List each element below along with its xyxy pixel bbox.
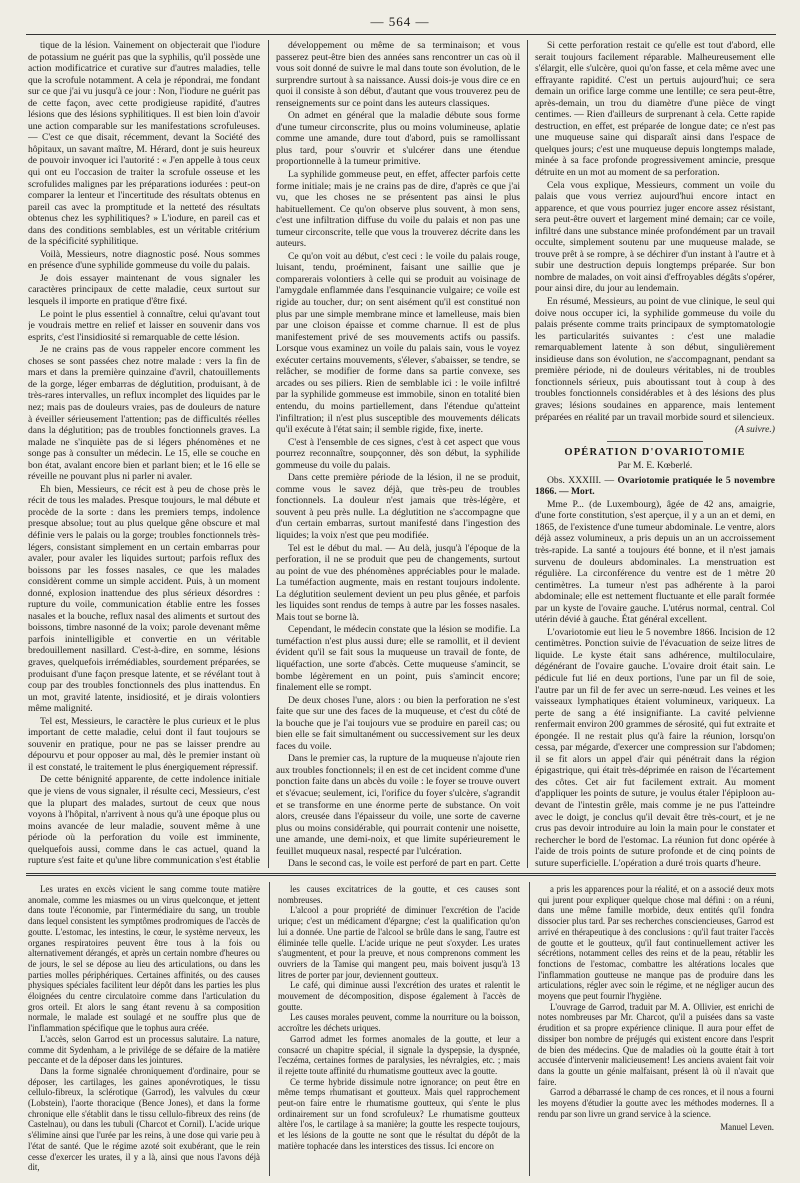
paragraph: L'ovariotomie eut lieu le 5 novembre 1866. Incision de 12 centimètres. Ponction suivie de l'évacuation de seize litres de liquide. Le kyste était sans adhérence, multiloculaire, dégénérant de l'ovaire gauche. L'ovaire droit était sain. Le pédicule fut lié en deux portions, l'une par un fil de soie, l'autre par un fil de fer avec un serre-nœud. Les veines et les vaisseaux lymphatiques étaient volumineux, variqueux. La perte de sang a été insignifiante. La cavité pelvienne renfermait environ 200 grammes de sérosité, qui fut extraite et épongée. Il ne restait plus qu'à faire la réunion, lorsqu'on cessa, par mégarde, d'exercer une compression sur l'abdomen; il se fit alors un appel d'air qui pénétrait dans la région épigastrique, qui était très-déprimée en raison de l'écartement des côtes. Cet air fut facilement extrait. Au moment d'appliquer les points de suture, je voulus étaler l'épiploon au-devant de l'intestin grêle, mais comme je ne pus l'atteindre avec le doigt, je conclus qu'il devait être très-court, et je ne crus pas devoir introduire au loin la main pour le constater et rechercher le bord de l'estomac. La réunion fut donc opérée à l'aide de trois points de suture profonde et de cinq points de suture superficielle. L'opération a duré trois quarts d'heure. bbox=[535, 626, 775, 868]
paragraph: Voilà, Messieurs, notre diagnostic posé. Nous sommes en présence d'une syphilide gommeuse du voile du palais. bbox=[28, 248, 260, 272]
column-right bbox=[535, 40, 775, 868]
feuilleton-column-middle bbox=[278, 884, 520, 1176]
paragraph: Le point le plus essentiel à connaître, celui qu'avant tout je voudrais mettre en relief et laisser en souvenir dans vos esprits, c'est l'insidiosité si remarquable de cette lésion. bbox=[28, 308, 260, 343]
paragraph: Mme P... (de Luxembourg), âgée de 42 ans, amaigrie, d'une forte constitution, s'est aperçue, il y a un an et demi, en 1865, de l'existence d'une tumeur abdominale. Le ventre, alors déjà assez volumineux, a pris depuis un an un accroissement très-rapide. La santé a toujours été bonne, et il n'est jamais survenu de douleurs abdominales. La menstruation est régulière. La circonférence du ventre est de 1 mètre 20 centimètres. La tumeur n'est pas adhérente à la paroi abdominale; elle est nettement fluctuante et elle paraît formée par un kyste de l'ovaire gauche. L'utérus normal, central. Col utérin dévié à gauche. État général excellent. bbox=[535, 498, 775, 626]
paragraph: En résumé, Messieurs, au point de vue clinique, le seul qui doive nous occuper ici, la syphilide gommeuse du voile du palais présente comme traits principaux de symptomatologie les particularités suivantes : c'est une maladie remarquablement latente à son début, singulièrement insidieuse dans son évolution, ne s'accompagnant, pendant sa première période, ni de douleurs véritables, ni de troubles fonctionnels sérieux, puis aboutissant tout à coup à des troubles fonctionnels considérables et à des lésions des plus graves; lésions soudaines en apparence, mais lentement préparées en réalité par un travail morbide sourd et silencieux. bbox=[535, 296, 775, 423]
article-title: OPÉRATION D'OVARIOTOMIE bbox=[564, 446, 746, 458]
case-prefix: Obs. XXXIII. — bbox=[547, 474, 618, 486]
paragraph: L'alcool a pour propriété de diminuer l'excrétion de l'acide urique; c'est un médicament d'épargne; c'est la qualification qu'on lui a donnée. Une partie de l'alcool se brûle dans le sang, l'autre est éliminée telle quelle. L'acide urique ne peut s'oxyder. Les urates s'augmentent, et pour la preuve, et nous comprenons comment les ouvriers de la Tamise qui mangent peu, mais boivent jusqu'à 13 litres de porter par jour, deviennent goutteux. bbox=[278, 905, 520, 980]
column-middle bbox=[276, 40, 520, 868]
paragraph: Dans la forme signalée chroniquement d'ordinaire, pour se déposer, les cartilages, les gaines aponévrotiques, le tissu cellulo-fibreux, la sclérotique (Garrod), les valvules du cœur (Lobstein), l'aorte thoracique (Bence Jones), et dans la forme chronique elle s'établit dans le tissu cellulo-fibreux des reins (de Castelnau), ou dans les tubuli (Charcot et Cornil). L'acide urique s'élimine ainsi que l'urée par les reins, à une dose qui varie peu à l'état de santé. Que le régime azoté soit exubérant, que le rein cesse d'exercer les urates, il y a là, ainsi que nous l'avons déjà dit, bbox=[28, 1065, 260, 1173]
case-heading bbox=[535, 475, 775, 498]
paragraph: Garrod a débarrassé le champ de ces ronces, et il nous a fourni les moyens d'étudier la goutte avec les méthodes modernes. Il a rendu par son livre un grand service à la science. bbox=[538, 1087, 774, 1119]
author-signature: Manuel Leven. bbox=[720, 1122, 774, 1133]
paragraph: Le café, qui diminue aussi l'excrétion des urates et ralentit le mouvement de décomposition, dispose également à l'accès de goutte. bbox=[278, 980, 520, 1012]
paragraph: Tel est, Messieurs, le caractère le plus curieux et le plus important de cette maladie, celui dont il faut toujours se souvenir en pratique, pour ne pas se laisser prendre au dépourvu et pour opposer au mal, dès le premier instant où il est constaté, le traitement le plus énergiquement répressif. bbox=[28, 715, 260, 773]
paragraph: Je ne crains pas de vous rappeler encore comment les choses se sont passées chez notre malade : vers la fin de mars et dans la première quinzaine d'avril, chatouillements de la gorge, léger embarras de déglutition, produisant, à de très-rares intervalles, un reflux incomplet des liquides par le nez; mais pas de douleurs vraies, pas de douleurs de nature à éveiller sérieusement l'attention; pas de difficultés réelles dans la déglutition; pas de troubles fonctionnels graves. La malade ne s'inquiète pas de si légers phénomènes et ne songe pas à consulter un médecin. Le 15, elle se couche en bon état, avalant encore bien et parlant bien; et le 16 elle se réveille ne pouvant plus ni parler ni avaler. bbox=[28, 344, 260, 483]
paragraph: L'ouvrage de Garrod, traduit par M. A. Ollivier, est enrichi de notes nombreuses par Mr. Charcot, qu'il a puisées dans sa vaste érudition et sa propre expérience clinique. Il aura pour effet de dissiper bon nombre de préjugés qui existent encore dans l'esprit de bien des médecins. Que de maladies où la goutte était à tort accusée d'intervenir malicieusement! Les anciens avaient fait voir dans la goutte un génie malfaisant, présent là où il n'avait que faire. bbox=[538, 1001, 774, 1087]
article-separator bbox=[607, 441, 703, 442]
paragraph: Eh bien, Messieurs, ce récit est à peu de chose près le récit de tous les malades. Presque toujours, le mal débute et procède de la sorte : dans les premiers temps, indolence presque absolue; tout au plus quelque gêne obscure et mal définie vers le palais ou la gorge; troubles fonctionnels très-légers, consistant simplement en un certain embarras pour avaler, pour avaler les liquides surtout; parfois reflux des boissons par les fosses nasales, ce que les malades considèrent comme un simple accident. Puis, à un moment donné, explosion inattendue des plus sérieux désordres : rupture du voile, communication établie entre les fosses nasales et la bouche, reflux nasal des aliments et surtout des boissons, timbre nasonné de la voix; parole devenant même parfois inintelligible et convertie en un véritable bredouillement nasillard. C'est-à-dire, en somme, lésions graves, quelquefois irrémédiables, sourdement préparées, se produisant d'une façon presque latente, et se révélant tout à coup par des troubles fonctionnels des plus inattendus. En un mot, gravité latente, insidiosité, et je dirais volontiers même malignité. bbox=[28, 483, 260, 715]
paragraph: Je dois essayer maintenant de vous signaler les caractères principaux de cette maladie, ceux surtout sur lesquels il importe en pratique d'être fixé. bbox=[28, 272, 260, 308]
paragraph: Cependant, le médecin constate que la lésion se modifie. La tuméfaction n'est plus aussi dure; elle se ramollit, et il devient évident qu'il se fait sous la muqueuse un travail de fonte, de liquéfaction, une sorte d'abcès. Cette muqueuse s'amincit, se bombe légèrement en un point, puis s'amincit encore; finalement elle se rompt. bbox=[276, 624, 520, 694]
paragraph: Ce qu'on voit au début, c'est ceci : le voile du palais rouge, luisant, tendu, proéminent, faisant une saillie que je comparerais volontiers à celle qui se produit au voisinage de l'amygdale enflammée dans l'esquinancie vulgaire; ce voile est rigide au toucher, dur; on sent aisément qu'il est constitué non plus par une simple membrane mince et lamelleuse, mais bien par une cloison épaisse et comme charnue. Il est de plus manifestement privé de ses mouvements actifs ou passifs. Lorsque vous examinez un voile du palais sain, vous le voyez exécuter certains mouvements, s'élever, s'abaisser, se tendre, se relâcher, se modifier de forme dans sa partie convexe, ses arcades ou ses piliers. Rien de semblable ici : le voile infiltré par la syphilide gommeuse est immobile, sinon en totalité bien entendu, du moins partiellement, dans l'étendue qu'atteint l'infiltration; il n'est plus susceptible des mouvements délicats qu'il exécute à l'état sain; il semble rigide, fixe, inerte. bbox=[276, 250, 520, 436]
paragraph: Dans le second cas, le voile est perforé de part en part. Cette bbox=[288, 858, 520, 868]
case-title: Ovariotomie pratiquée le 5 novembre 1866. — Mort. bbox=[535, 474, 775, 498]
column-divider bbox=[529, 882, 530, 1176]
paragraph: La syphilide gommeuse peut, en effet, affecter parfois cette forme initiale; mais je ne crains pas de dire, d'après ce que j'ai vu, que les choses ne se présentent pas ainsi le plus habituellement. Ce qu'on observe plus souvent, à mon sens, c'est une infiltration diffuse du voile du palais et non pas une tumeur circonscrite, telle que vous la trouverez décrite dans les auteurs. bbox=[276, 169, 520, 250]
paragraph: tique de la lésion. Vainement on objecterait que l'iodure de potassium ne guérit pas que la syphilis, qu'il possède une action modificatrice et curative sur d'autres maladies, telle que la scrofule notamment. A cela je répondrai, me fondant sur ce que j'ai vu jusqu'à ce jour : Non, l'iodure ne guérit pas de cette façon, avec cette prodigieuse rapidité, d'autres lésions que des lésions syphilitiques. Il est bien loin d'avoir une action comparable sur les manifestations scrofuleuses. — C'est ce que disait, récemment, devant la Société des hôpitaux, un savant maître, M. Hérard, dont je suis heureux de pouvoir invoquer ici l'autorité : « J'en appelle à tous ceux qui ont eu l'occasion de traiter la scrofule osseuse et les scrofulides malignes par les préparations iodurées : peut-on comparer la lenteur et l'incertitude des résultats obtenus en pareil cas avec la promptitude et la netteté des résultats obtenus chez les syphilitiques? » L'iodure, en pareil cas et dans des conditions semblables, est un véritable critérium de la spécificité syphilitique. bbox=[28, 40, 260, 248]
paragraph: De deux choses l'une, alors : ou bien la perforation ne s'est faite que sur une des faces de la muqueuse, et c'est du côté de la bouche que je l'ai toujours vue se produire en pareil cas; ou bien elle se fait simultanément ou successivement sur les deux faces du voile. bbox=[276, 694, 520, 752]
paragraph: Cela vous explique, Messieurs, comment un voile du palais que vous verriez aujourd'hui encore intact en apparence, et que vous pourriez juger encore assez résistant, sera peut-être ouvert et largement miné demain; car ce voile, infiltré dans une substance minée profondément par un travail occulte, simplement soutenu par une muqueuse malade, se trouve prêt à se rompre, à se déchirer d'un instant à l'autre et à subir une destruction depuis longtemps préparée. Sur bon nombre de malades, on voit ainsi d'effroyables dégâts s'opérer, pour ainsi dire, du jour au lendemain. bbox=[535, 179, 775, 295]
paragraph: Les urates en excès vicient le sang comme toute matière anomale, comme les miasmes ou un virus quelconque, et jettent dans toute l'économie, par l'intermédiaire du sang, un trouble dans lequel consistent les symptômes prodromiques de l'accès de goutte. L'estomac, les intestins, le cœur, le système nerveux, les organes respiratoires peuvent être tous à la fois ou alternativement dérangés, et après un certain nombre d'heures ou de jours, le sel se dépose au lieu des articulations, ou dans les parties molles périphériques. Certaines affinités, ou des causes physiques spéciales facilitent leur dépôt dans les parties les plus éloignées du centre circulatoire comme dans l'articulation du gros orteil. Et alors le sang étant revenu à sa composition normale, le malade est soulagé et ne souffre plus que de l'inflammation spécifique que le tophus aura créée. bbox=[28, 884, 260, 1034]
paragraph: Garrod admet les formes anomales de la goutte, et leur a consacré un chapitre spécial, il signale la dyspepsie, la dyspnée, l'eczéma, certaines formes de paralysies, les névralgies, etc. ; mais il rejette toute affinité du rhumatisme goutteux avec la goutte. bbox=[278, 1033, 520, 1076]
paragraph: Dans cette première période de la lésion, il ne se produit, comme vous le savez déjà, que très-peu de troubles fonctionnels. La douleur n'est jamais que très-légère, et souvent à peu près nulle. La déglutition ne s'accompagne que d'un certain embarras, surtout manifesté dans l'ingestion des liquides; la voix n'est que peu modifiée. bbox=[276, 472, 520, 541]
feuilleton-rule bbox=[26, 873, 776, 876]
paragraph: De cette bénignité apparente, de cette indolence initiale que je viens de vous signaler, il résulte ceci, Messieurs, c'est que la plupart des malades, surtout de ceux que nous voyons à l'hôpital, n'arrivent à nous qu'à une époque plus ou moins avancée de leur maladie, souvent même à une période où la perforation du voile est imminente, quelquefois aussi, comme dans le cas actuel, quand la rupture s'est faite et qu'une libre communication s'est établie bbox=[28, 774, 260, 867]
column-divider bbox=[527, 40, 528, 868]
column-divider bbox=[269, 882, 270, 1176]
paragraph: les causes excitatrices de la goutte, et ces causes sont nombreuses. bbox=[278, 884, 520, 905]
paragraph: Si cette perforation restait ce qu'elle est tout d'abord, elle serait toujours facilement réparable. Malheureusement elle s'élargit, elle s'ulcère, quoi qu'on fasse, et cela même avec une effrayante rapidité. C'est un pertuis aujourd'hui; ce sera demain un orifice large comme une lentille; ce sera peut-être, après-demain, un trou du diamètre d'une pièce de vingt centimes. — Rien d'ailleurs de surprenant à cela. Cette rapide destruction, en effet, est préparée de longue date; ce n'est pas une muqueuse saine qui disparaît ainsi dans l'espace de quelques jours; c'est une muqueuse depuis longtemps malade, minée à sa face profonde progressivement amincie, presque détruite en un mot au moment de sa perforation. bbox=[535, 40, 775, 179]
column-left bbox=[28, 40, 260, 868]
top-rule bbox=[26, 34, 776, 35]
page-number: — 564 — bbox=[370, 14, 430, 29]
paragraph: a pris les apparences pour la réalité, et on a associé deux mots qui jurent pour expliquer quelque chose mal défini : on a réuni, dans une même famille morbide, deux entités qu'il fondra dissocier plus tard. Par ses recherches consciencieuses, Garrod est arrivé en thérapeutique à des conclusions : qu'il faut traiter l'accès de goutte et le goutteux, qu'il faut continuellement activer les sécrétions, notamment celles des reins et de la peau, rétablir les fonctions de l'estomac, combattre les altérations locales que l'inflammation goutteuse ne manque pas de produire dans les articulations, régler avec soin le régime, et ne négliger aucun des moyens que peut fournir l'hygiène. bbox=[538, 884, 774, 1002]
paragraph: Tel est le début du mal. — Au delà, jusqu'à l'époque de la perforation, il ne se produit que peu de changements, surtout au point de vue des phénomènes appréciables pour le malade. La tuméfaction augmente, mais en restant toujours indolente. La déglutition seulement devient un peu plus gênée, et parfois les liquides sont rendus de temps à autre par les fosses nasales. Mais tout se borne là. bbox=[276, 542, 520, 623]
paragraph: Dans le premier cas, la rupture de la muqueuse n'ajoute rien aux troubles fonctionnels; il en est de cet incident comme d'une ponction faite dans un abcès du voile : le foyer se trouve ouvert et s'évacue; seulement, ici, l'orifice du foyer s'ulcère, s'agrandit et se transforme en une énorme perte de substance. On voit alors, creusée dans l'épaisseur du voile, une sorte de caverne plus ou moins considérable, qui pourrait contenir une noisette, une amande, une demi-noix, et que limite supérieurement le feuillet muqueux nasal, respecté par l'ulcération. bbox=[276, 753, 520, 857]
feuilleton-column-right bbox=[538, 884, 774, 1176]
feuilleton-column-left bbox=[28, 884, 260, 1176]
article-author: Par M. E. Kœberlé. bbox=[617, 460, 693, 472]
to-be-continued: (A suivre.) bbox=[735, 424, 775, 436]
paragraph: développement ou même de sa terminaison; et vous passerez peut-être bien des années sans rencontrer un cas où il vous soit donné de suivre le mal dans toute son évolution, de le surprendre surtout à sa naissance. Aussi dois-je vous dire ce en quoi il consiste à son début, d'autant que vous trouverez peu de renseignements sur ce point dans les auteurs classiques. bbox=[276, 40, 520, 109]
paragraph: C'est à l'ensemble de ces signes, c'est à cet aspect que vous pourrez reconnaître, soupçonner, dès son début, la syphilide gommeuse du voile du palais. bbox=[276, 436, 520, 471]
paragraph: On admet en général que la maladie débute sous forme d'une tumeur circonscrite, plus ou moins volumineuse, aplatie comme une amande, dure tout d'abord, puis se ramollissant plus tard, pour s'ouvrir et s'ulcérer dans une étendue proportionnelle à la tumeur primitive. bbox=[276, 110, 520, 168]
paragraph: Les causes morales peuvent, comme la nourriture ou la boisson, accroître les déchets uriques. bbox=[278, 1012, 520, 1034]
paragraph: Ce terme hybride dissimule notre ignorance; on peut être en même temps rhumatisant et goutteux. Mais quel rapprochement peut-on faire entre le rhumatisme goutteux, qui s'ente le plus ordinairement sur un fond scrofuleux? Le rhumatisme goutteux altère l'os, le cartilage à sa manière; la goutte les respecte toujours, et les lésions de la goutte ne sont que le résultat du dépôt de la matière tophacée dans les interstices des tissus. Ici encore on bbox=[278, 1076, 520, 1151]
paragraph: L'accès, selon Garrod est un processus salutaire. La nature, comme dit Sydenham, a le privilége de se défaire de la matière peccante et de la déposer dans les jointures. bbox=[28, 1033, 260, 1066]
column-divider bbox=[268, 40, 269, 868]
